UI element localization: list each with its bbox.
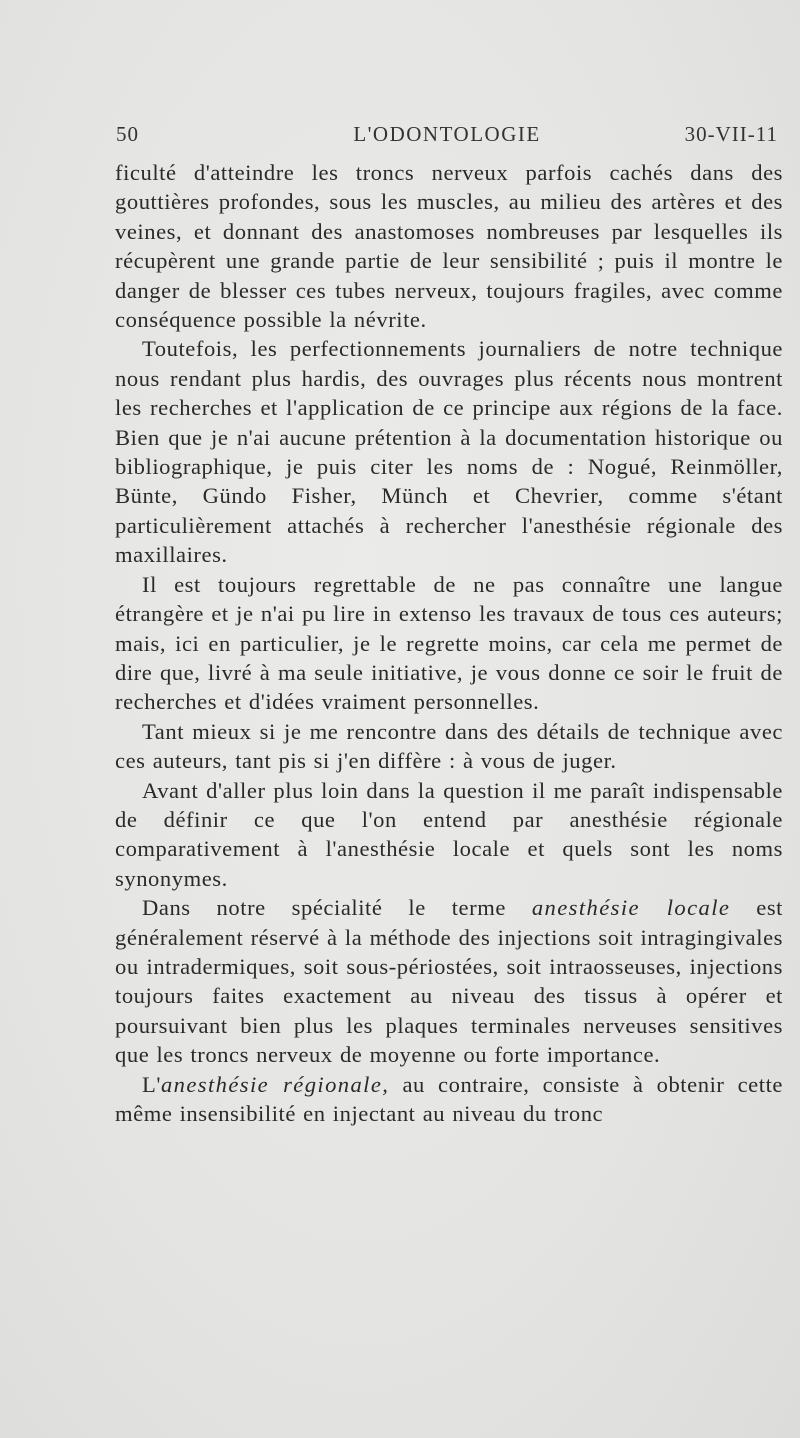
paragraph-3: Il est toujours regrettable de ne pas connaître une langue étrangère et je n'ai pu lire in extenso les travaux de tous ces auteurs; mais, ici en particulier, je le regrette moins, car cela me permet de dire que, livré à ma seule initiative, je vous donne ce soir le fruit de recherches et d'idées vraiment personnelles. bbox=[115, 571, 783, 715]
paragraph-5: Avant d'aller plus loin dans la question il me paraît indispensable de définir ce que l'on entend par anesthésie régionale comparativement à l'anesthésie locale et quels sont les noms synonymes. bbox=[115, 777, 783, 891]
paragraph-7-lead: L' bbox=[142, 1071, 161, 1097]
term-anesthesie-locale: anesthésie locale bbox=[531, 895, 731, 921]
journal-title: L'ODONTOLOGIE bbox=[353, 122, 541, 146]
paragraph-6 bbox=[115, 893, 783, 1069]
paragraph-1: ficulté d'atteindre les troncs nerveux parfois cachés dans des gouttières profondes, sous les muscles, au milieu des artères et des veines, et donnant des anastomoses nombreuses par lesquelles ils récupèrent une grande partie de leur sensibilité ; puis il montre le danger de blesser ces tubes nerveux, toujours fragiles, avec comme conséquence possible la névrite. bbox=[115, 160, 783, 333]
paragraph-7 bbox=[115, 1070, 783, 1129]
paragraph-2: Toutefois, les perfectionnements journaliers de notre technique nous rendant plus hardis, des ouvrages plus récents nous montrent les recherches et l'application de ce principe aux régions de la face. Bien que je n'ai aucune prétention à la documentation historique ou bibliographique, je puis citer les noms de : Nogué, Reinmöller, Bünte, Gündo Fisher, Münch et Chevrier, comme s'étant particulièrement attachés à rechercher l'anesthésie régionale des maxillaires. bbox=[115, 336, 783, 568]
issue-date: 30-VII-11 bbox=[684, 122, 778, 146]
body-text bbox=[115, 158, 783, 1128]
paragraph-4: Tant mieux si je me rencontre dans des détails de technique avec ces auteurs, tant pis si j'en diffère : à vous de juger. bbox=[115, 718, 783, 774]
paragraph-6-rest: est généralement réservé à la méthode des injections soit intragingivales ou intradermiques, soit sous-périostées, soit intraosseuses, injections toujours faites exactement au niveau des tissus à opérer et poursuivant bien plus les plaques terminales nerveuses sensitives que les troncs nerveux de moyenne ou forte importance. bbox=[115, 895, 783, 1068]
page-number: 50 bbox=[116, 122, 139, 146]
running-head bbox=[116, 122, 778, 152]
paragraph-6-lead: Dans notre spécialité le terme bbox=[142, 895, 532, 921]
term-anesthesie-regionale: anesthésie régionale, bbox=[160, 1071, 390, 1097]
paragraph-7-rest: au contraire, consiste à obtenir cette même insensibilité en injectant au niveau du tronc bbox=[115, 1071, 783, 1126]
